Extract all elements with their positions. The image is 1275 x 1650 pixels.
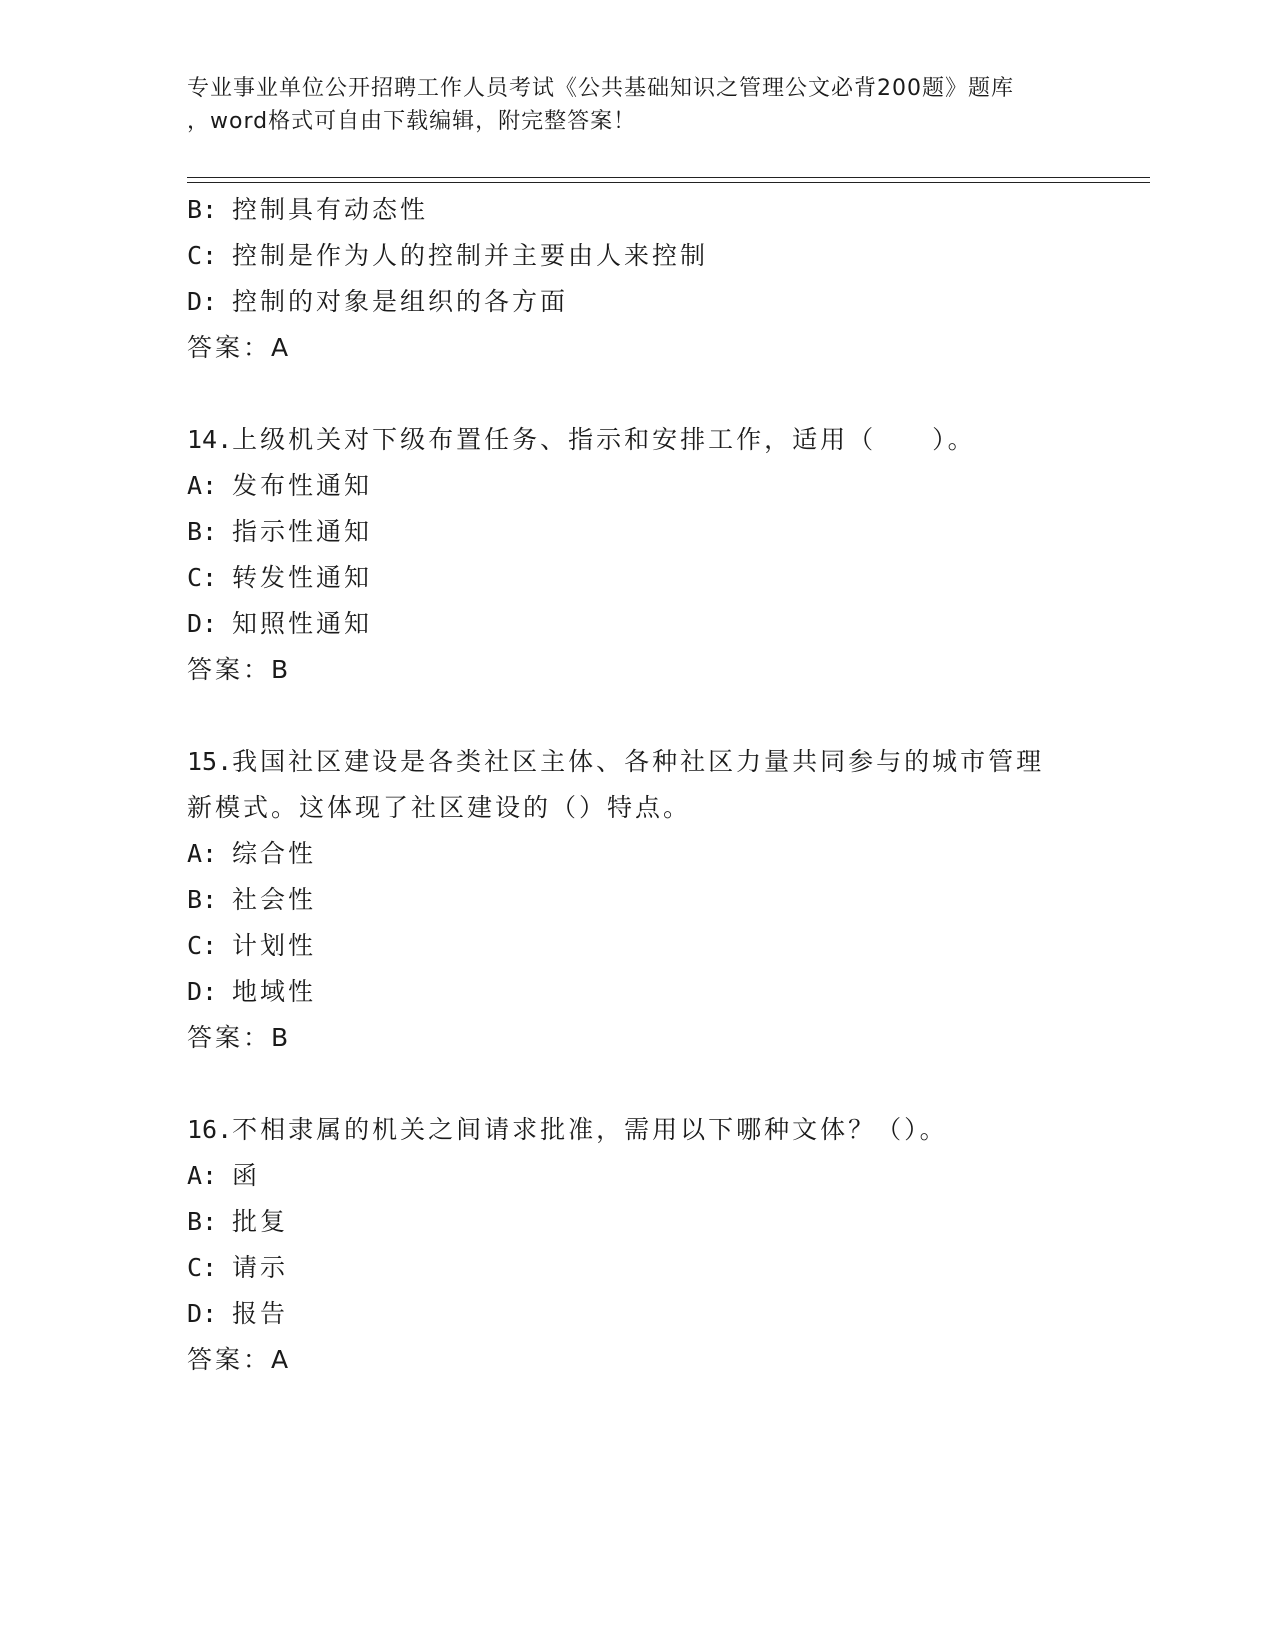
option-b (187, 509, 1087, 555)
option-letter: A: (187, 471, 218, 500)
option-text: 请示 (232, 1253, 289, 1282)
document-header (187, 72, 1087, 138)
option-c (187, 923, 1087, 969)
option-text: 控制具有动态性 (232, 195, 429, 224)
question-number: 16. (187, 1115, 233, 1144)
option-letter: C: (187, 931, 218, 960)
option-letter: D: (187, 609, 218, 638)
question-text: 我国社区建设是各类社区主体、各种社区力量共同参与的城市管理 (232, 747, 1045, 776)
option-text: 转发性通知 (232, 563, 373, 592)
spacer (187, 1061, 1087, 1107)
option-letter: D: (187, 1299, 218, 1328)
question-stem (187, 1107, 1087, 1153)
option-d (187, 969, 1087, 1015)
answer-line: 答案：B (187, 1023, 292, 1052)
option-c (187, 233, 1087, 279)
question-stem-continued: 新模式。这体现了社区建设的（）特点。 (187, 793, 692, 822)
answer-line: 答案：A (187, 1345, 292, 1374)
spacer (187, 693, 1087, 739)
option-a (187, 831, 1087, 877)
option-letter: C: (187, 1253, 218, 1282)
option-text: 社会性 (232, 885, 317, 914)
option-text: 报告 (232, 1299, 289, 1328)
question-16 (187, 1107, 1087, 1383)
header-divider-top (187, 177, 1150, 178)
question-13-tail (187, 187, 1087, 371)
option-text: 发布性通知 (232, 471, 373, 500)
option-letter: D: (187, 287, 218, 316)
question-text: 不相隶属的机关之间请求批准，需用以下哪种文体？（）。 (232, 1115, 948, 1144)
header-title-line-2: ，word格式可自由下载编辑，附完整答案！ (187, 109, 637, 134)
question-stem (187, 739, 1087, 785)
option-c (187, 555, 1087, 601)
question-text: 上级机关对下级布置任务、指示和安排工作，适用（ ）。 (232, 425, 976, 454)
question-14 (187, 417, 1087, 693)
header-title-line-1: 专业事业单位公开招聘工作人员考试《公共基础知识之管理公文必背200题》题库 (187, 76, 1014, 101)
option-text: 计划性 (232, 931, 317, 960)
option-b (187, 877, 1087, 923)
option-letter: B: (187, 195, 218, 224)
option-text: 指示性通知 (232, 517, 373, 546)
option-text: 知照性通知 (232, 609, 373, 638)
option-b (187, 1199, 1087, 1245)
option-letter: B: (187, 517, 218, 546)
question-list (187, 187, 1087, 1383)
question-number: 15. (187, 747, 233, 776)
question-15 (187, 739, 1087, 1061)
option-d (187, 279, 1087, 325)
option-letter: C: (187, 563, 218, 592)
option-letter: D: (187, 977, 218, 1006)
option-b (187, 187, 1087, 233)
option-c (187, 1245, 1087, 1291)
option-d (187, 601, 1087, 647)
option-a (187, 1153, 1087, 1199)
question-number: 14. (187, 425, 233, 454)
option-text: 综合性 (232, 839, 317, 868)
option-text: 批复 (232, 1207, 289, 1236)
option-letter: B: (187, 1207, 218, 1236)
option-letter: C: (187, 241, 218, 270)
option-text: 地域性 (232, 977, 317, 1006)
answer-line: 答案：A (187, 333, 292, 362)
option-letter: A: (187, 839, 218, 868)
option-text: 控制的对象是组织的各方面 (232, 287, 569, 316)
option-d (187, 1291, 1087, 1337)
answer-line: 答案：B (187, 655, 292, 684)
option-letter: A: (187, 1161, 218, 1190)
option-text: 控制是作为人的控制并主要由人来控制 (232, 241, 709, 270)
option-text: 函 (232, 1161, 261, 1190)
spacer (187, 371, 1087, 417)
question-stem (187, 417, 1087, 463)
option-a (187, 463, 1087, 509)
header-divider-bottom (187, 182, 1150, 183)
option-letter: B: (187, 885, 218, 914)
